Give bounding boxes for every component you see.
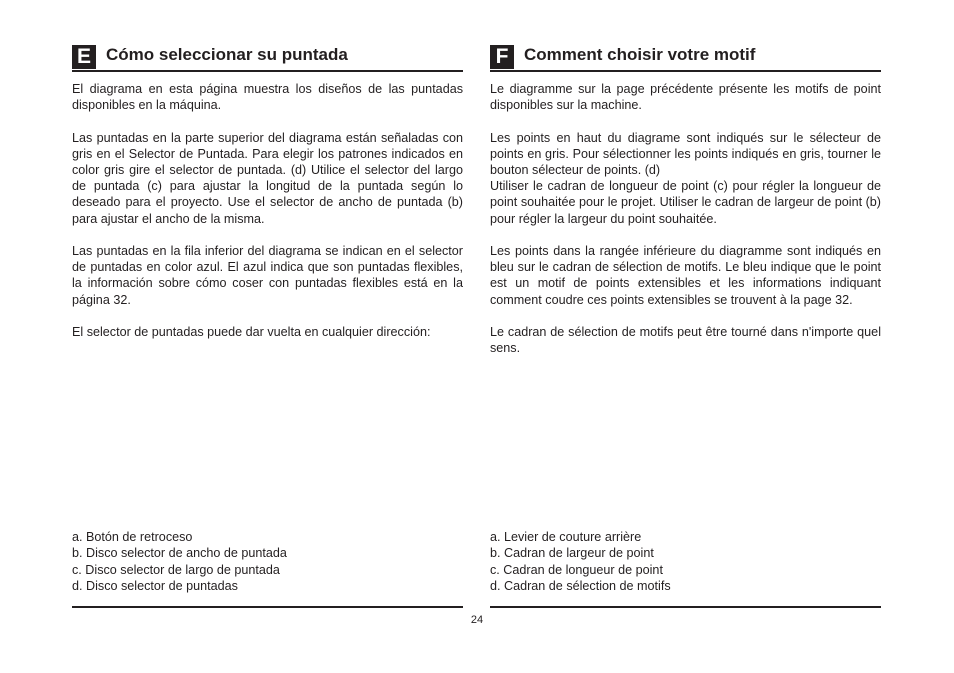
legend-item: c. Disco selector de largo de puntada [72, 562, 280, 577]
legend-item: c. Cadran de longueur de point [490, 562, 663, 577]
section-heading-spanish [72, 44, 463, 72]
section-title-french: Comment choisir votre motif [524, 45, 756, 64]
legend-spanish [72, 529, 463, 595]
paragraph: Les points en haut du diagrame sont indiqués sur le sélecteur de points en gris. Pour sélectionner les points indiqués en gris, tourner le bouton sélecteur de points. (d) [490, 130, 881, 177]
body-text-french [490, 81, 881, 356]
footer-divider-left [72, 606, 463, 608]
legend-item: b. Disco selector de ancho de puntada [72, 546, 287, 561]
paragraph: Les points dans la rangée inférieure du diagramme sont indiqués en bleu sur le cadran de sélection de motifs. Le bleu indique que le point est un motif de points extensibles et les informations indiquant comment coudre ces points extensibles se trouvent à la page 32. [490, 244, 881, 307]
paragraph: Las puntadas en la parte superior del diagrama están señaladas con gris en el Selector de Puntada. Para elegir los patrones indicados en color gris gire el selector de puntada. (d) Utilice el selector del largo de puntada (c) para ajustar la longitud de la puntada según lo deseado para el proyecto. Use el selector de ancho de puntada (b) para ajustar el ancho de la misma. [72, 130, 463, 226]
body-text-spanish [72, 81, 463, 340]
section-heading-french [490, 44, 881, 72]
paragraph: Utiliser le cadran de longueur de point (c) pour régler la longueur de point souhaitée pour le projet. Utiliser le cadran de largeur de point (b) pour régler la largeur du point souhaitée. [490, 179, 881, 226]
section-spanish [72, 44, 463, 356]
language-badge-f: F [490, 45, 514, 69]
paragraph: Le diagramme sur la page précédente présente les motifs de point disponibles sur la machine. [490, 82, 881, 113]
paragraph: Las puntadas en la fila inferior del diagrama se indican en el selector de puntadas en color azul. El azul indica que son puntadas flexibles, la información sobre cómo coser con puntadas flexibles está en la página 32. [72, 244, 463, 307]
section-title-spanish: Cómo seleccionar su puntada [106, 45, 348, 64]
legend-item: a. Levier de couture arrière [490, 530, 642, 544]
footer-divider-right [490, 606, 881, 608]
legend-item: d. Cadran de sélection de motifs [490, 579, 671, 594]
section-french [490, 44, 881, 373]
paragraph: Le cadran de sélection de motifs peut être tourné dans n'importe quel sens. [490, 325, 881, 356]
page-number: 24 [470, 614, 484, 626]
legend-item: d. Disco selector de puntadas [72, 579, 238, 594]
legend-french [490, 529, 881, 595]
paragraph: El diagrama en esta página muestra los diseños de las puntadas disponibles en la máquina. [72, 82, 463, 113]
language-badge-e: E [72, 45, 96, 69]
paragraph: El selector de puntadas puede dar vuelta en cualquier dirección: [72, 325, 431, 339]
legend-item: a. Botón de retroceso [72, 530, 193, 544]
legend-item: b. Cadran de largeur de point [490, 546, 654, 561]
